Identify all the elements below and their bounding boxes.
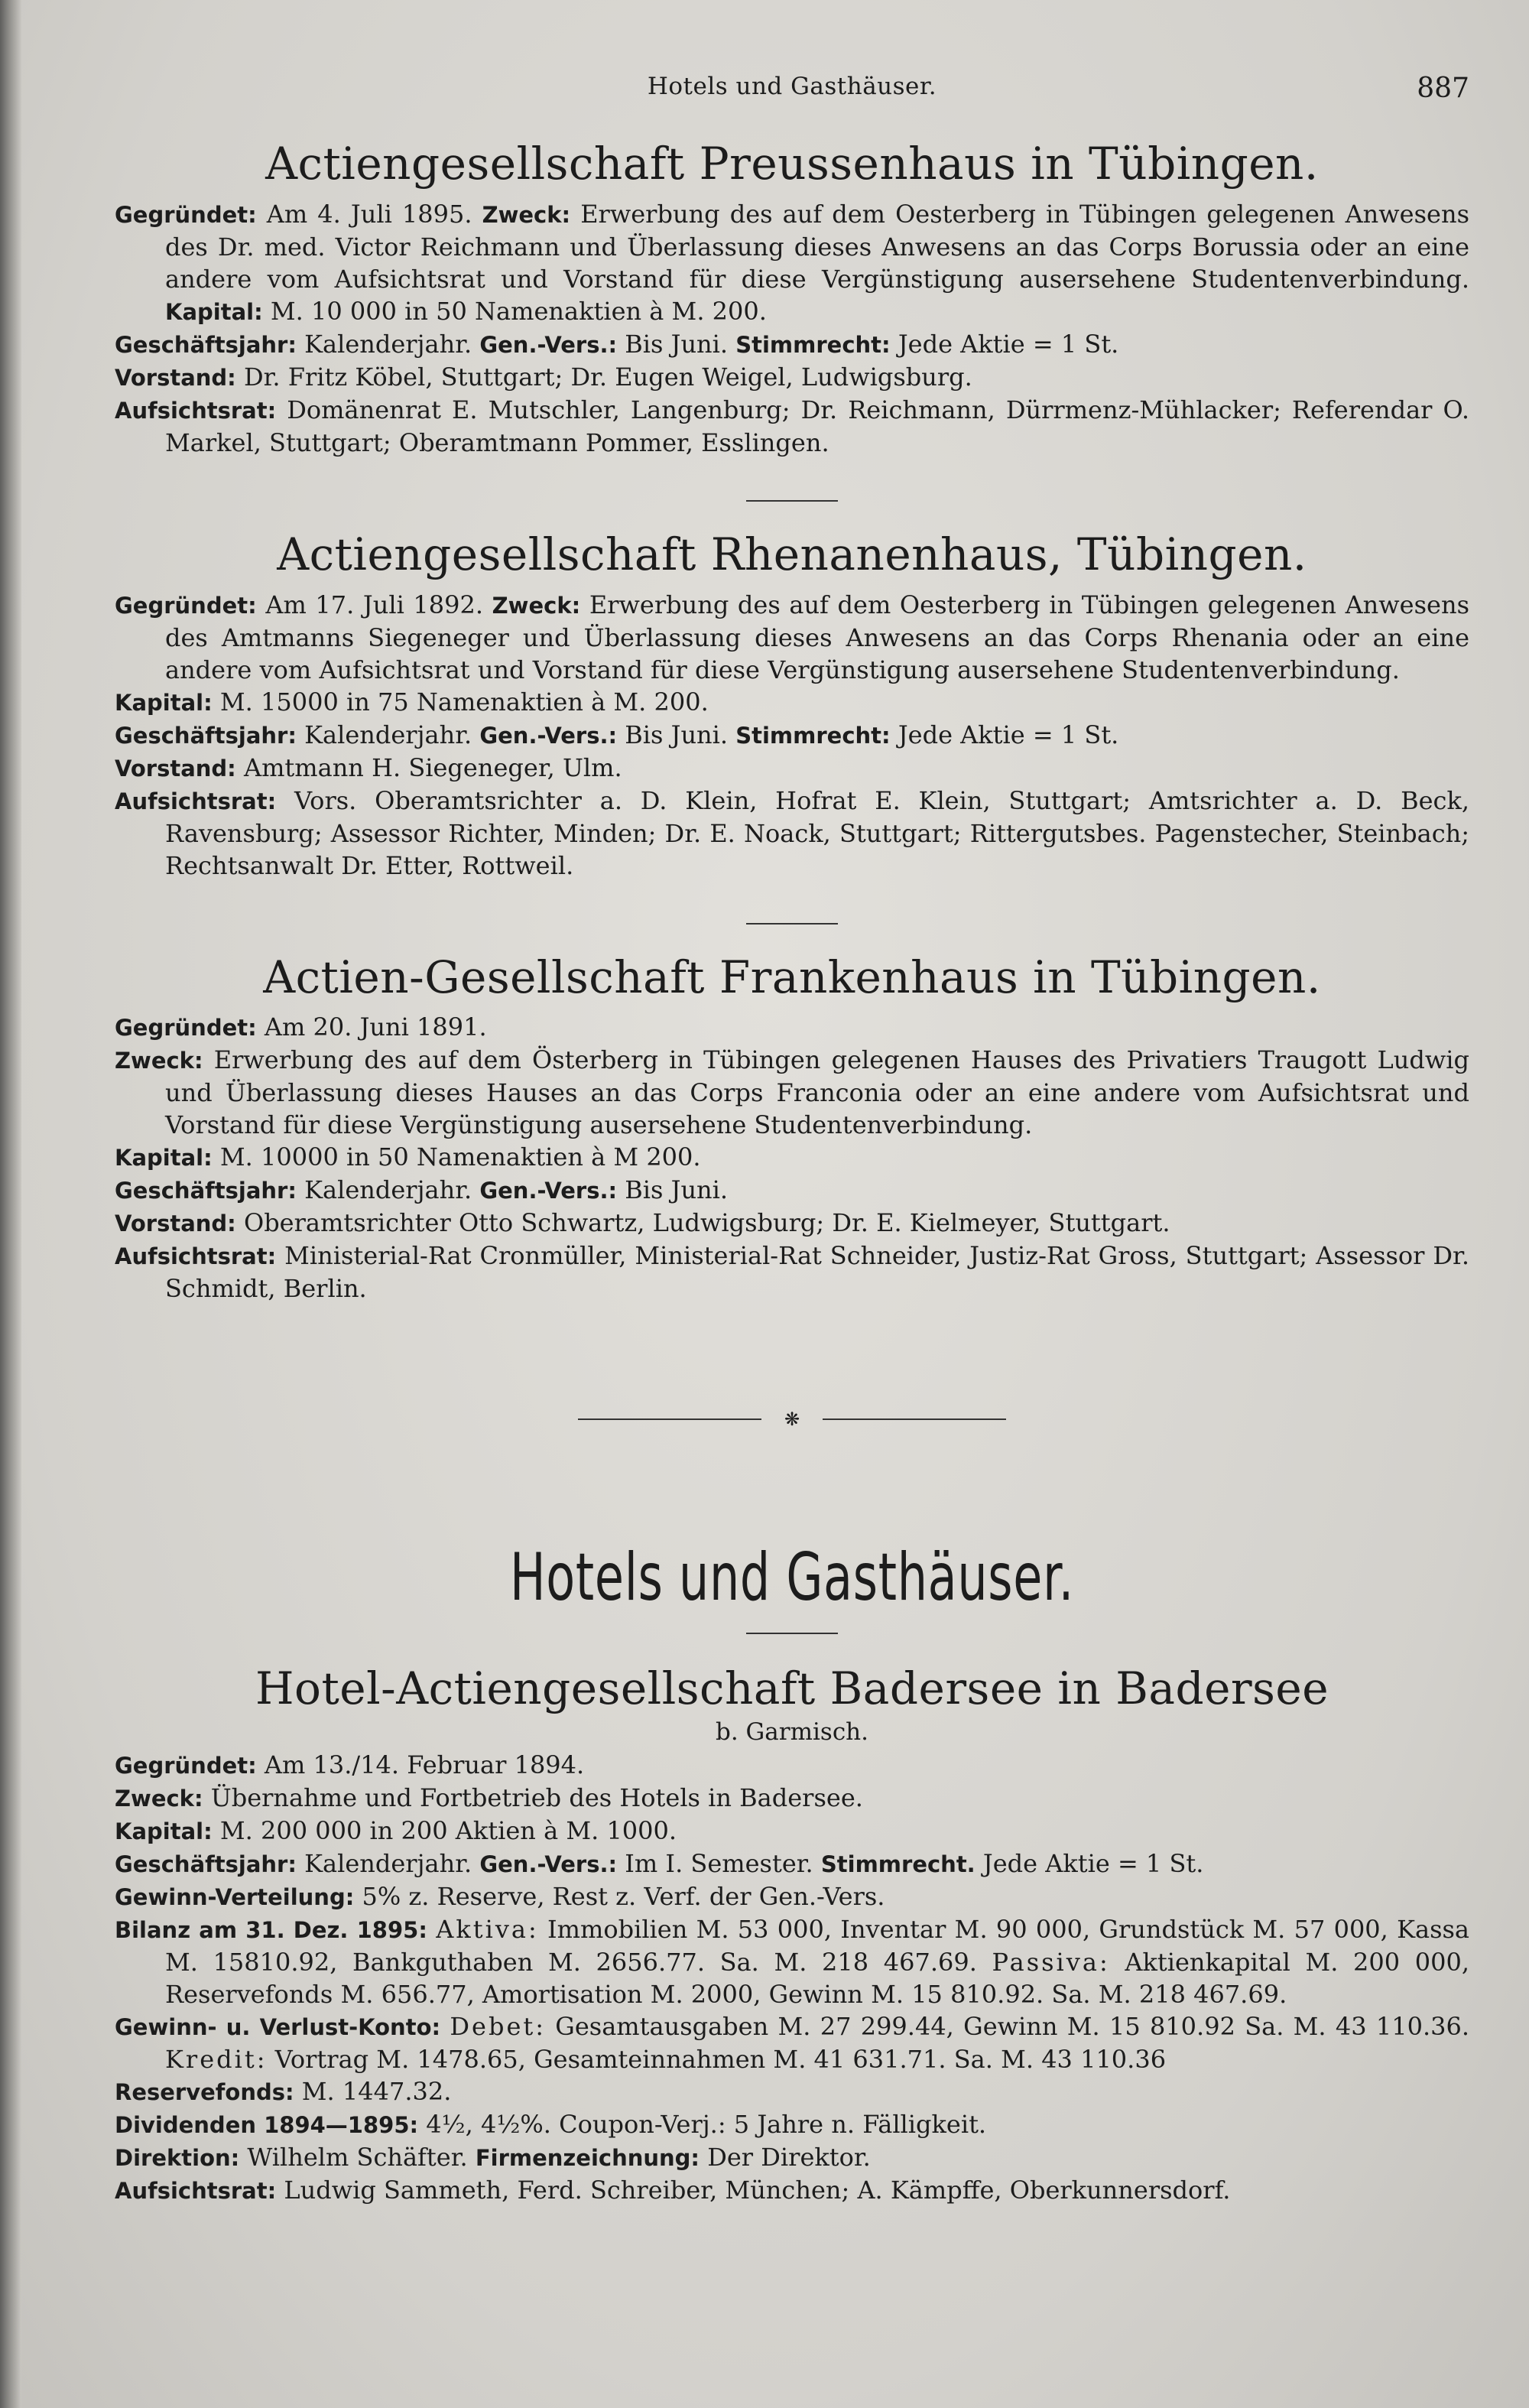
field-label: Gegründet:: [115, 1752, 257, 1779]
field-text: M. 200 000 in 200 Aktien à M. 1000.: [212, 1815, 677, 1845]
field-label: Aufsichtsrat:: [115, 788, 277, 814]
field-label: Gegründet:: [115, 1015, 257, 1042]
entry-paragraph: [115, 2141, 1469, 2174]
field-label: Vorstand:: [115, 755, 236, 782]
field-label: Gegründet:: [115, 201, 257, 228]
book-spine-shadow: [0, 0, 21, 2408]
entry-paragraph: [115, 589, 1469, 686]
company-entries: [115, 1749, 1469, 2207]
field-label: Reservefonds:: [115, 2078, 294, 2105]
field-text: Bis Juni.: [617, 1175, 729, 1205]
company-preussenhaus: [115, 140, 1469, 459]
section-divider: [746, 500, 838, 502]
field-label: Gewinn- u. Verlust-Konto:: [115, 2013, 441, 2040]
entry-paragraph: [115, 686, 1469, 719]
field-text: Jede Aktie = 1 St.: [890, 720, 1119, 749]
entry-paragraph: [115, 2075, 1469, 2108]
field-text: Am 17. Juli 1892.: [256, 590, 492, 619]
field-text: 5% z. Reserve, Rest z. Verf. der Gen.-Vers.: [354, 1881, 885, 1911]
field-text: Gesamtausgaben M. 27 299.44, Gewinn M. 15 810.92 Sa. M. 43 110.36.: [546, 2011, 1470, 2041]
field-label: Gen.-Vers.:: [479, 1178, 618, 1204]
field-text: M. 10000 in 50 Namenaktien à M 200.: [212, 1142, 701, 1172]
field-text: Amtmann H. Siegeneger, Ulm.: [235, 752, 622, 782]
field-text: Domänenrat E. Mutschler, Langenburg; Dr. Reichmann, Dürrmenz-Mühlacker; Referendar O. Markel, Stuttgart; Oberamtmann Pommer, Esslingen.: [165, 395, 1469, 457]
inline-label: Passiva:: [992, 1947, 1110, 1977]
entry-paragraph: [115, 1749, 1469, 1782]
page-number: 887: [1417, 73, 1469, 104]
entry-paragraph: [115, 2108, 1469, 2141]
entry-paragraph: [115, 2010, 1469, 2075]
field-label: Gen.-Vers.:: [479, 722, 618, 749]
field-label: Aufsichtsrat:: [115, 2177, 277, 2204]
company-rhenanenhaus: [115, 528, 1470, 882]
field-text: [427, 1915, 436, 1944]
company-subtitle: b. Garmisch.: [715, 1717, 869, 1746]
field-text: Bis Juni.: [617, 720, 736, 749]
field-text: Am 4. Juli 1895.: [256, 199, 482, 229]
field-label: Gen.-Vers.:: [479, 1851, 618, 1877]
field-text: Am 13./14. Februar 1894.: [256, 1750, 585, 1779]
running-title: Hotels und Gasthäuser.: [647, 73, 937, 100]
company-title: Actiengesellschaft Preussenhaus in Tübingen.: [265, 138, 1319, 190]
field-label: Geschäftsjahr:: [115, 331, 297, 358]
ornament-line-left: [578, 1418, 761, 1420]
field-text: 4½, 4½%. Coupon-Verj.: 5 Jahre n. Fälligkeit.: [418, 2109, 987, 2139]
company-title: Hotel-Actiengesellschaft Badersee in Badersee: [255, 1662, 1329, 1714]
entry-paragraph: [115, 1847, 1469, 1880]
field-text: Oberamtsrichter Otto Schwartz, Ludwigsburg; Dr. E. Kielmeyer, Stuttgart.: [235, 1208, 1170, 1238]
field-label: Firmenzeichnung:: [475, 2144, 700, 2171]
ornamental-divider: [578, 1409, 1006, 1431]
field-label: Stimmrecht:: [735, 722, 891, 749]
field-text: Bis Juni.: [617, 329, 736, 359]
field-label: Kapital:: [115, 1818, 213, 1844]
field-text: M. 10 000 in 50 Namenaktien à M. 200.: [262, 296, 767, 326]
field-text: Ministerial-Rat Cronmüller, Ministerial-Rat Schneider, Justiz-Rat Gross, Stuttgart; Assessor Dr. Schmidt, Berlin.: [165, 1241, 1469, 1304]
field-text: Immobilien M. 53 000, Inventar M. 90 000, Grundstück M. 57 000, Kassa M. 15810.92, Bankguthaben M. 2656.77. Sa. M. 218 467.69.: [165, 1914, 1470, 1977]
field-text: M. 1447.32.: [294, 2076, 452, 2106]
field-label: Geschäftsjahr:: [115, 722, 297, 749]
field-text: [440, 2012, 450, 2041]
field-text: Erwerbung des auf dem Oesterberg in Tübingen gelegenen Anwesens des Amtmanns Siegeneger und Überlassung dieses Anwesens an das Corps Rhenania oder an eine andere vom Aufsichtsrat und Vorstand für diese Vergünstigung ausersehene Studentenverbindung.: [165, 590, 1470, 684]
inline-label: Aktiva:: [436, 1914, 539, 1944]
entry-paragraph: [115, 1782, 1469, 1815]
entry-paragraph: [115, 1913, 1469, 2010]
field-label: Aufsichtsrat:: [115, 1243, 277, 1270]
field-label: Gewinn-Verteilung:: [115, 1883, 355, 1910]
field-label: Zweck:: [482, 201, 571, 228]
entry-paragraph: [115, 2174, 1469, 2207]
field-label: Kapital:: [115, 689, 213, 716]
field-label: Bilanz am 31. Dez. 1895:: [115, 1916, 427, 1943]
field-text: Kalenderjahr.: [296, 1175, 480, 1205]
field-text: M. 15000 in 75 Namenaktien à M. 200.: [212, 687, 709, 717]
company-title: Actien-Gesellschaft Frankenhaus in Tübingen.: [263, 951, 1321, 1003]
field-text: Erwerbung des auf dem Oesterberg in Tübingen gelegenen Anwesens des Dr. med. Victor Reichmann und Überlassung dieses Anwesens an das Corps Borussia oder an eine andere vom Aufsichtsrat und Vorstand für diese Vergünstigung ausersehene Studentenverbindung.: [165, 199, 1470, 294]
field-label: Kapital:: [115, 1145, 213, 1172]
field-label: Gen.-Vers.:: [479, 331, 618, 358]
field-label: Geschäftsjahr:: [115, 1851, 297, 1877]
inline-label: Debet:: [450, 2011, 547, 2041]
field-text: Dr. Fritz Köbel, Stuttgart; Dr. Eugen Weigel, Ludwigsburg.: [235, 362, 972, 392]
entry-paragraph: [115, 361, 1469, 394]
field-text: Kalenderjahr.: [296, 329, 480, 359]
ornament-line-right: [823, 1418, 1006, 1420]
field-text: Vortrag M. 1478.65, Gesamteinnahmen M. 41 631.71. Sa. M. 43 110.36: [267, 2044, 1167, 2074]
entry-paragraph: [115, 1880, 1469, 1913]
entry-paragraph: [115, 1240, 1469, 1305]
entry-paragraph: [115, 1174, 1469, 1207]
field-label: Aufsichtsrat:: [115, 397, 277, 424]
entry-paragraph: [115, 752, 1469, 785]
ornament-glyph: ❋: [784, 1409, 800, 1431]
entry-paragraph: [115, 1207, 1469, 1240]
entry-paragraph: [115, 785, 1469, 882]
field-text: Kalenderjahr.: [296, 1848, 480, 1878]
running-header: [115, 73, 1469, 111]
company-hotel-badersee: [115, 1662, 1470, 2207]
field-label: Geschäftsjahr:: [115, 1178, 297, 1204]
entry-paragraph: [115, 1141, 1469, 1174]
field-label: Zweck:: [115, 1785, 203, 1812]
field-label: Stimmrecht.: [820, 1851, 976, 1877]
field-text: Übernahme und Fortbetrieb des Hotels in Badersee.: [203, 1782, 863, 1812]
field-text: Der Direktor.: [700, 2142, 871, 2172]
field-text: Am 20. Juni 1891.: [256, 1012, 487, 1042]
field-text: Aktienkapital M. 200 000, Reservefonds M. 656.77, Amortisation M. 2000, Gewinn M. 15 810.92. Sa. M. 218 467.69.: [165, 1947, 1470, 2009]
field-text: Im I. Semester.: [617, 1848, 821, 1878]
company-entries: [115, 198, 1469, 459]
section-divider: [746, 1633, 838, 1634]
field-text: Wilhelm Schäfter.: [239, 2142, 476, 2172]
field-label: Kapital:: [165, 298, 263, 325]
company-entries: [115, 1011, 1469, 1305]
company-title: Actiengesellschaft Rhenanenhaus, Tübingen.: [277, 528, 1307, 580]
entry-paragraph: [115, 1815, 1469, 1847]
field-label: Dividenden 1894—1895:: [115, 2111, 419, 2138]
field-text: Kalenderjahr.: [296, 720, 480, 749]
field-label: Vorstand:: [115, 364, 236, 391]
field-text: Jede Aktie = 1 St.: [975, 1848, 1204, 1878]
entry-paragraph: [115, 198, 1469, 328]
entry-paragraph: [115, 394, 1469, 459]
field-label: Vorstand:: [115, 1210, 236, 1237]
entry-paragraph: [115, 1044, 1469, 1141]
company-frankenhaus: [115, 951, 1469, 1305]
field-text: Vors. Oberamtsrichter a. D. Klein, Hofrat E. Klein, Stuttgart; Amtsrichter a. D. Beck, Ravensburg; Assessor Richter, Minden; Dr. E. Noack, Stuttgart; Rittergutsbes. Pagenstecher, Steinbach; Rechtsanwalt Dr. Etter, Rottweil.: [165, 785, 1469, 880]
entry-paragraph: [115, 328, 1469, 361]
field-label: Stimmrecht:: [735, 331, 891, 358]
field-label: Zweck:: [492, 592, 581, 619]
field-label: Gegründet:: [115, 592, 257, 619]
field-text: Ludwig Sammeth, Ferd. Schreiber, München; A. Kämpffe, Oberkunnersdorf.: [276, 2175, 1231, 2205]
entry-paragraph: [115, 719, 1469, 752]
section-heading: Hotels und Gasthäuser.: [510, 1539, 1074, 1617]
entry-paragraph: [115, 1011, 1469, 1044]
field-label: Direktion:: [115, 2144, 240, 2171]
field-label: Zweck:: [115, 1048, 203, 1074]
section-divider: [746, 923, 838, 925]
company-entries: [115, 589, 1469, 882]
inline-label: Kredit:: [165, 2044, 268, 2074]
field-text: Jede Aktie = 1 St.: [890, 329, 1119, 359]
field-text: Erwerbung des auf dem Österberg in Tübingen gelegenen Hauses des Privatiers Traugott Ludwig und Überlassung dieses Hauses an das Corps Franconia oder an eine andere vom Aufsichtsrat und Vorstand für diese Vergünstigung ausersehene Studentenverbindung.: [165, 1045, 1469, 1140]
